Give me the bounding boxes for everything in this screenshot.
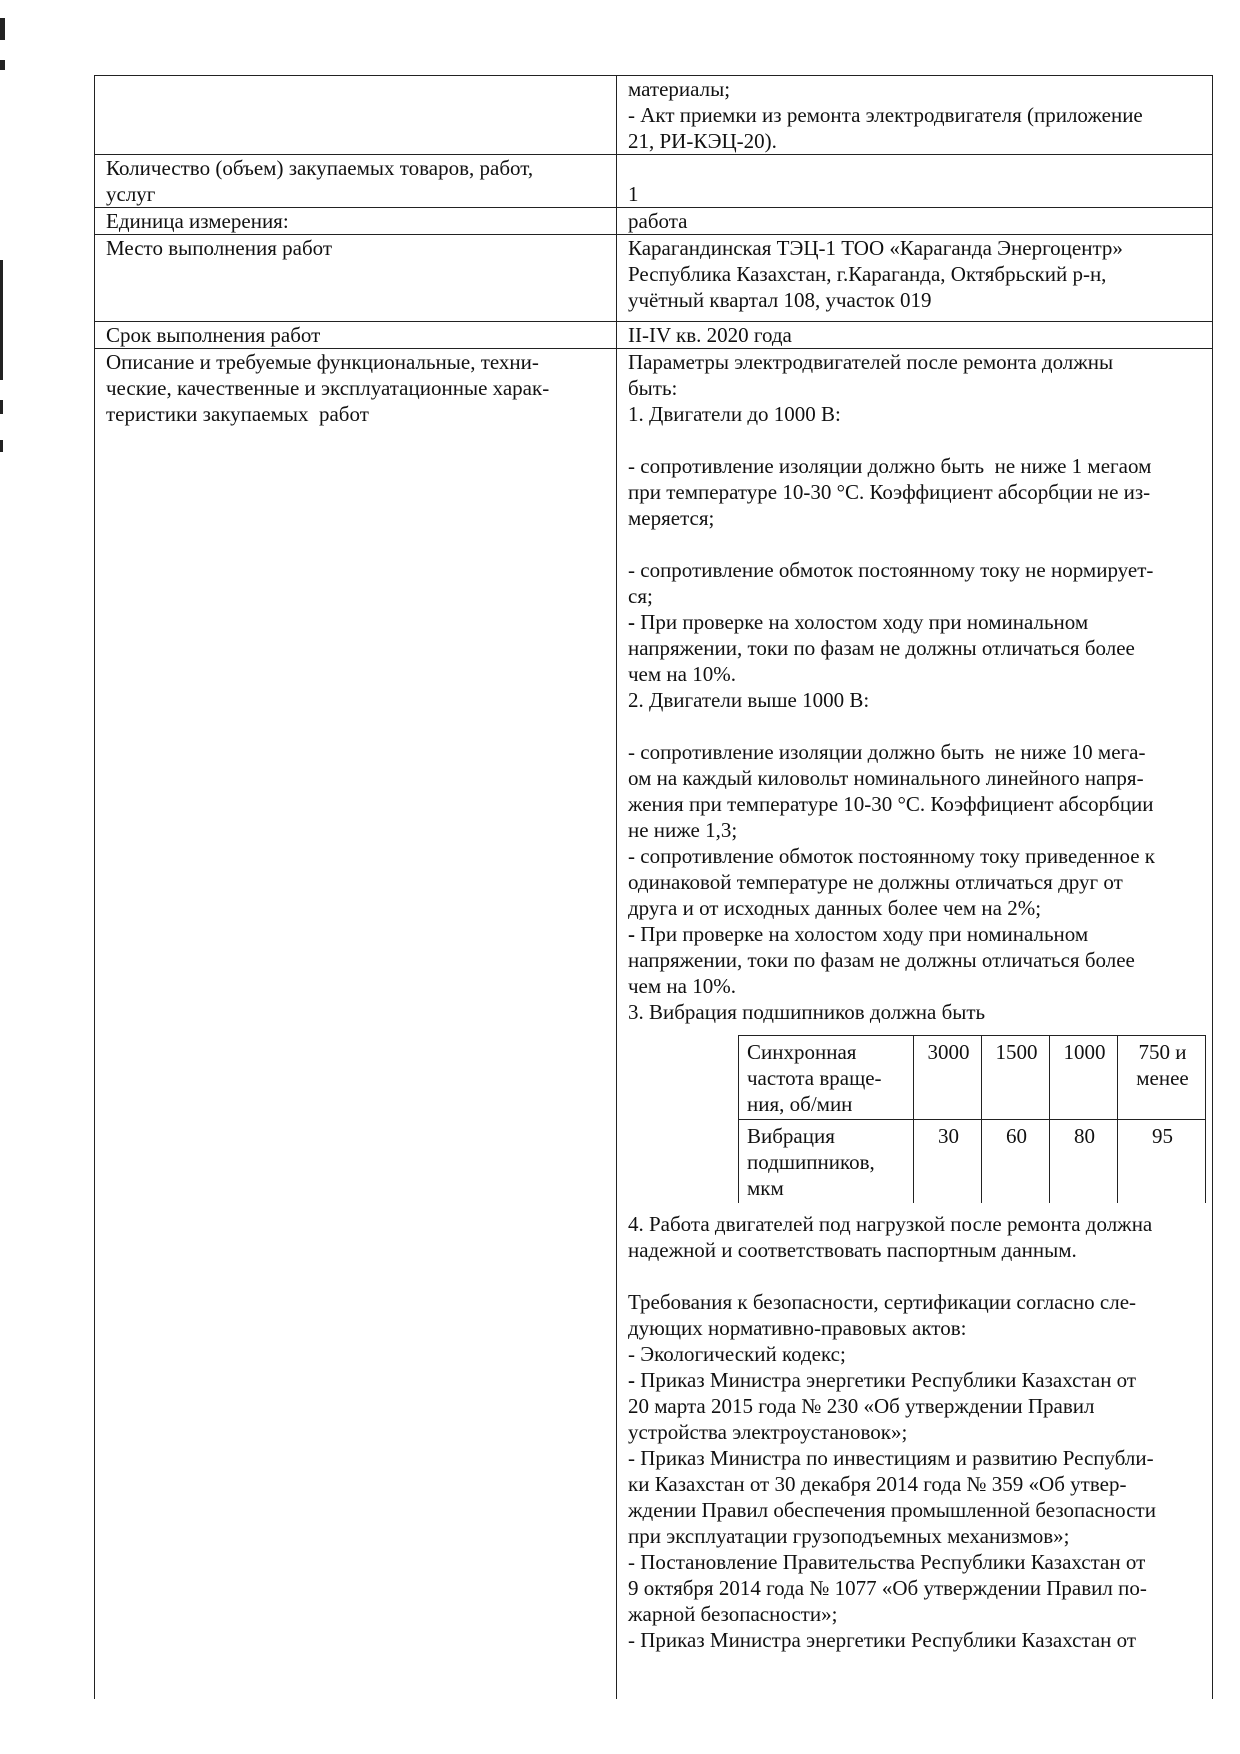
order-2-line: ждении Правил обеспечения промышленной безопасности <box>628 1498 1156 1522</box>
term-row <box>95 322 1213 349</box>
quantity-value: 1 <box>628 182 639 206</box>
order-3-line: - Постановление Правительства Республики Казахстан от <box>628 1550 1146 1574</box>
description-label-line: теристики закупаемых работ <box>106 402 369 426</box>
order-2-line: при эксплуатации грузоподъемных механизмов»; <box>628 1524 1070 1548</box>
vibration-cell: 95 <box>1118 1120 1206 1204</box>
order-1-line: устройства электроустановок»; <box>628 1420 908 1444</box>
s2-winding-line: друга и от исходных данных более чем на 2%; <box>628 896 1042 920</box>
place-value-line: учётный квартал 108, участок 019 <box>628 288 932 312</box>
vibration-cell: 30 <box>914 1120 982 1204</box>
unit-value: работа <box>628 209 688 233</box>
order-1-line: - Приказ Министра энергетики Республики Казахстан от <box>628 1368 1137 1392</box>
speed-cell: 1500 <box>982 1036 1050 1120</box>
s1-winding-line: - сопротивление обмоток постоянному току не нормирует- <box>628 558 1154 582</box>
description-label-line: Описание и требуемые функциональные, техни- <box>106 350 539 374</box>
term-label-cell <box>95 322 617 349</box>
speed-header-cell <box>739 1036 914 1120</box>
vibration-header-line: подшипников, <box>747 1150 875 1174</box>
description-label-line: ческие, качественные и эксплуатационные харак- <box>106 376 550 400</box>
section-4-line: 4. Работа двигателей под нагрузкой после ремонта должна <box>628 1212 1153 1236</box>
unit-label: Единица измерения: <box>106 209 289 233</box>
place-value-cell <box>617 235 1213 322</box>
speed-last-line: 750 и <box>1138 1040 1187 1064</box>
s1-insulation-line: меряется; <box>628 506 715 530</box>
term-label: Срок выполнения работ <box>106 323 321 347</box>
continuation-value-cell <box>617 76 1213 155</box>
order-1-line: 20 марта 2015 года № 230 «Об утверждении Правил <box>628 1394 1095 1418</box>
section-4-line: надежной и соответствовать паспортным данным. <box>628 1238 1077 1262</box>
speed-cell: 1000 <box>1050 1036 1118 1120</box>
term-value-cell <box>617 322 1213 349</box>
section-2-title: 2. Двигатели выше 1000 В: <box>628 688 870 712</box>
speed-cell-last <box>1118 1036 1206 1120</box>
place-value-line: Карагандинская ТЭЦ-1 ТОО «Караганда Энергоцентр» <box>628 236 1123 260</box>
scan-edge-artifact <box>0 0 6 480</box>
order-4-line: - Приказ Министра энергетики Республики Казахстан от <box>628 1628 1137 1652</box>
intro-line: Параметры электродвигателей после ремонта должны <box>628 350 1114 374</box>
s2-idle-line: чем на 10%. <box>628 974 736 998</box>
intro-line: быть: <box>628 376 678 400</box>
s1-idle-text: При проверке на холостом ходу при номинальном <box>640 610 1089 634</box>
unit-row <box>95 208 1213 235</box>
s2-idle-line: - При проверке на холостом ходу при номинальном <box>628 922 1089 946</box>
order-2-line: ки Казахстан от 30 декабря 2014 года № 359 «Об утвер- <box>628 1472 1127 1496</box>
requirements-table <box>94 75 1213 1699</box>
vibration-table-speed-row <box>739 1036 1206 1120</box>
s2-winding-line: одинаковой температуре не должны отличаться друг от <box>628 870 1123 894</box>
continuation-line: материалы; <box>628 77 731 101</box>
vibration-cell: 60 <box>982 1120 1050 1204</box>
s2-insulation-line: - сопротивление изоляции должно быть не ниже 10 мега- <box>628 740 1146 764</box>
order-3-line: 9 октября 2014 года № 1077 «Об утверждении Правил по- <box>628 1576 1147 1600</box>
s2-insulation-line: не ниже 1,3; <box>628 818 738 842</box>
continuation-line: 21, РИ-КЭЦ-20). <box>628 129 777 153</box>
eco-code-line: - Экологический кодекс; <box>628 1342 846 1366</box>
term-value: II-IV кв. 2020 года <box>628 323 792 347</box>
s2-idle-text: При проверке на холостом ходу при номинальном <box>640 922 1089 946</box>
quantity-row <box>95 155 1213 208</box>
s1-winding-line: ся; <box>628 584 653 608</box>
speed-header-line: Синхронная <box>747 1040 857 1064</box>
section-1-title: 1. Двигатели до 1000 В: <box>628 402 841 426</box>
quantity-label-cell <box>95 155 617 208</box>
s2-insulation-line: жения при температуре 10-30 °С. Коэффициент абсорбции <box>628 792 1154 816</box>
vibration-header-cell <box>739 1120 914 1204</box>
s2-idle-line: напряжении, токи по фазам не должны отличаться более <box>628 948 1135 972</box>
s2-insulation-line: ом на каждый киловольт номинального линейного напря- <box>628 766 1144 790</box>
vibration-cell: 80 <box>1050 1120 1118 1204</box>
s1-insulation-line: при температуре 10-30 °С. Коэффициент абсорбции не из- <box>628 480 1151 504</box>
speed-last-line: менее <box>1136 1066 1189 1090</box>
description-label-cell <box>95 349 617 1700</box>
continuation-line: - Акт приемки из ремонта электродвигателя (приложение <box>628 103 1143 127</box>
description-value-cell <box>617 349 1213 1700</box>
continuation-label-cell <box>95 76 617 155</box>
vibration-header-line: Вибрация <box>747 1124 835 1148</box>
order-3-line: жарной безопасности»; <box>628 1602 838 1626</box>
s1-idle-line: напряжении, токи по фазам не должны отличаться более <box>628 636 1135 660</box>
vibration-table-value-row <box>739 1120 1206 1204</box>
place-label-cell <box>95 235 617 322</box>
description-row <box>95 349 1213 1700</box>
unit-value-cell <box>617 208 1213 235</box>
section-3-title: 3. Вибрация подшипников должна быть <box>628 1000 986 1024</box>
quantity-label-line: услуг <box>106 182 156 206</box>
vibration-header-line: мкм <box>747 1176 784 1200</box>
place-row <box>95 235 1213 322</box>
safety-line: дующих нормативно-правовых актов: <box>628 1316 967 1340</box>
speed-cell: 3000 <box>914 1036 982 1120</box>
s2-winding-line: - сопротивление обмоток постоянному току приведенное к <box>628 844 1156 868</box>
s1-insulation-line: - сопротивление изоляции должно быть не ниже 1 мегаом <box>628 454 1152 478</box>
speed-header-line: частота враще- <box>747 1066 882 1090</box>
vibration-table <box>738 1035 1206 1203</box>
place-value-line: Республика Казахстан, г.Караганда, Октябрьский р-н, <box>628 262 1107 286</box>
continuation-row <box>95 76 1213 155</box>
order-1-text: Приказ Министра энергетики Республики Казахстан от <box>640 1368 1137 1392</box>
quantity-label-line: Количество (объем) закупаемых товаров, работ, <box>106 156 534 180</box>
s1-idle-line: чем на 10%. <box>628 662 736 686</box>
quantity-value-cell <box>617 155 1213 208</box>
order-2-line: - Приказ Министра по инвестициям и развитию Республи- <box>628 1446 1154 1470</box>
unit-label-cell <box>95 208 617 235</box>
place-label: Место выполнения работ <box>106 236 333 260</box>
safety-line: Требования к безопасности, сертификации согласно сле- <box>628 1290 1137 1314</box>
speed-header-line: ния, об/мин <box>747 1092 853 1116</box>
s1-idle-line: - При проверке на холостом ходу при номинальном <box>628 610 1089 634</box>
